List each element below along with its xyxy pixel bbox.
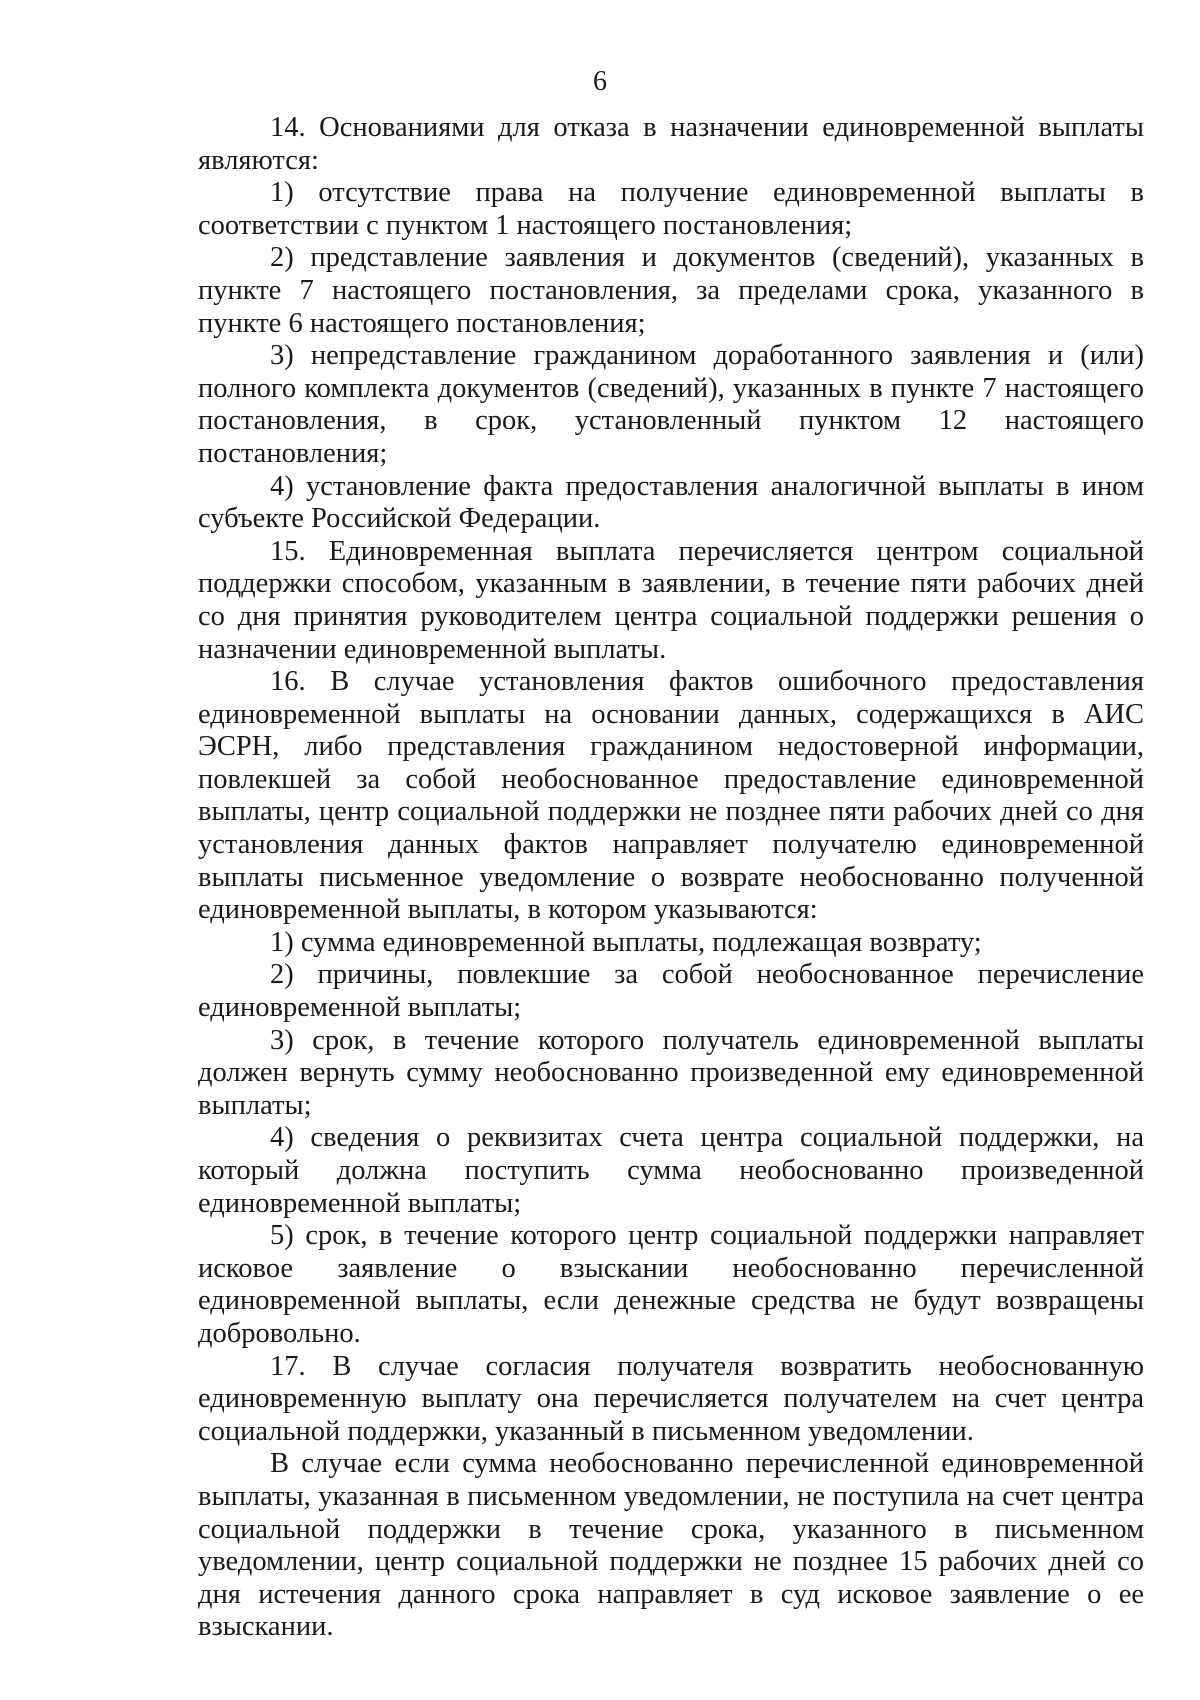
list-item-16-4: 4) сведения о реквизитах счета центра социальной поддержки, на который должна поступить сумма необоснованно произведенной единовременной выплаты;	[198, 1122, 1144, 1219]
list-item-16-1: 1) сумма единовременной выплаты, подлежащая возврату;	[270, 926, 982, 958]
paragraph-14: 14. Основаниями для отказа в назначении единовременной выплаты являются:	[198, 112, 1144, 176]
list-item-14-2: 2) представление заявления и документов (сведений), указанных в пункте 7 настоящего постановления, за пределами срока, указанного в пункте 6 настоящего постановления;	[198, 242, 1144, 339]
list-item-16-3: 3) срок, в течение которого получатель единовременной выплаты должен вернуть сумму необоснованно произведенной ему единовременной выплаты;	[198, 1024, 1144, 1121]
page-number: 6	[593, 66, 607, 97]
paragraph-17-continuation: В случае если сумма необоснованно перечисленной единовременной выплаты, указанная в письменном уведомлении, не поступила на счет центра социальной поддержки в течение срока, указанного в письменном уведомлении, центр социальной поддержки не позднее 15 рабочих дней со дня истечения данного срока направляет в суд исковое заявление о ее взыскании.	[198, 1448, 1144, 1643]
list-item-16-5: 5) срок, в течение которого центр социальной поддержки направляет исковое заявление о взыскании необоснованно перечисленной единовременной выплаты, если денежные средства не будут возвращены добровольно.	[198, 1220, 1144, 1349]
list-item-14-1: 1) отсутствие права на получение единовременной выплаты в соответствии с пунктом 1 настоящего постановления;	[198, 177, 1144, 241]
list-item-14-4: 4) установление факта предоставления аналогичной выплаты в ином субъекте Российской Федерации.	[198, 470, 1144, 535]
paragraph-17: 17. В случае согласия получателя возвратить необоснованную единовременную выплату она перечисляется получателем на счет центра социальной поддержки, указанный в письменном уведомлении.	[198, 1350, 1144, 1447]
list-item-16-2: 2) причины, повлекшие за собой необоснованное перечисление единовременной выплаты;	[198, 959, 1144, 1024]
list-item-14-3: 3) непредставление гражданином доработанного заявления и (или) полного комплекта документов (сведений), указанных в пункте 7 настоящего постановления, в срок, установленный пунктом 12 настоящего постановления;	[198, 340, 1144, 469]
paragraph-16: 16. В случае установления фактов ошибочного предоставления единовременной выплаты на основании данных, содержащихся в АИС ЭСРН, либо представления гражданином недостоверной информации, повлекшей за собой необоснованное предоставление единовременной выплаты, центр социальной поддержки не позднее пяти рабочих дней со дня установления данных фактов направляет получателю единовременной выплаты письменное уведомление о возврате необоснованно полученной единовременной выплаты, в котором указываются:	[198, 666, 1144, 926]
document-body	[198, 112, 1144, 1644]
paragraph-15: 15. Единовременная выплата перечисляется центром социальной поддержки способом, указанным в заявлении, в течение пяти рабочих дней со дня принятия руководителем центра социальной поддержки решения о назначении единовременной выплаты.	[198, 535, 1144, 665]
